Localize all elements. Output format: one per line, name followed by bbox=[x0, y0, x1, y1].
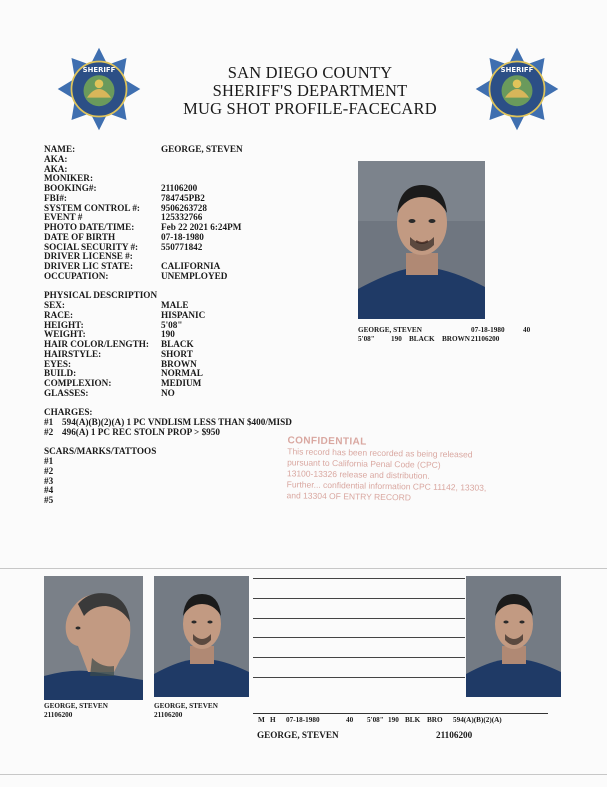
bottom-booking: 21106200 bbox=[436, 730, 473, 740]
field-label: DRIVER LICENSE #: bbox=[44, 251, 133, 262]
field-value: 07-18-1980 bbox=[161, 231, 204, 242]
field-value: MEDIUM bbox=[161, 378, 202, 388]
strip-dob: 07-18-1980 bbox=[286, 716, 320, 724]
blank-lines bbox=[253, 578, 465, 697]
field-value: 21106200 bbox=[161, 183, 198, 193]
thumb-caption-booking: 21106200 bbox=[44, 710, 73, 719]
field-value: 784745PB2 bbox=[161, 192, 205, 203]
scar-row bbox=[44, 457, 292, 467]
field-value: 550771842 bbox=[161, 241, 203, 252]
front-photo-caption bbox=[154, 702, 218, 719]
confidential-line: and 13304 OF ENTRY RECORD bbox=[286, 490, 412, 503]
field-label: DATE OF BIRTH bbox=[44, 231, 116, 242]
charge-description: 496(A) 1 PC REC STOLN PROP > $950 bbox=[62, 426, 220, 437]
field-value: BROWN bbox=[161, 358, 197, 369]
ruled-line bbox=[253, 637, 465, 657]
info-strip bbox=[253, 713, 548, 724]
field-row bbox=[44, 155, 292, 165]
confidential-stamp bbox=[286, 435, 487, 504]
section-divider bbox=[0, 774, 607, 775]
strip-race: H bbox=[270, 716, 276, 724]
field-label: WEIGHT: bbox=[44, 329, 86, 340]
field-value: NORMAL bbox=[161, 368, 203, 379]
main-photo-caption bbox=[358, 326, 548, 343]
field-label: FBI#: bbox=[44, 192, 67, 203]
strip-weight: 190 bbox=[388, 716, 399, 724]
ruled-line bbox=[253, 578, 465, 598]
physical-description-title: PHYSICAL DESCRIPTION bbox=[44, 290, 158, 301]
strip-sex: M bbox=[258, 716, 265, 724]
field-row bbox=[44, 389, 292, 399]
header-title: MUG SHOT PROFILE-FACECARD bbox=[183, 99, 437, 118]
strip-height: 5'08" bbox=[367, 716, 384, 724]
field-label: PHOTO DATE/TIME: bbox=[44, 222, 135, 232]
field-value: CALIFORNIA bbox=[161, 261, 221, 271]
profile-mugshot-photo bbox=[44, 576, 143, 700]
field-value: HISPANIC bbox=[161, 309, 206, 320]
scar-row bbox=[44, 486, 292, 496]
section-divider bbox=[0, 568, 607, 569]
scar-number: #1 bbox=[44, 456, 54, 466]
field-value: 190 bbox=[161, 329, 175, 340]
thumb-caption-booking: 21106200 bbox=[154, 710, 183, 719]
strip-hair: BLK bbox=[405, 716, 421, 724]
field-value: UNEMPLOYED bbox=[161, 270, 228, 281]
field-value: Feb 22 2021 6:24PM bbox=[161, 222, 242, 232]
ruled-line bbox=[253, 598, 465, 618]
caption-dob: 07-18-1980 bbox=[471, 326, 505, 334]
field-label: AKA: bbox=[44, 153, 68, 164]
field-value: MALE bbox=[161, 300, 189, 310]
caption-weight: 190 bbox=[391, 334, 402, 343]
field-value: 5'08" bbox=[161, 319, 183, 330]
field-label: HAIRSTYLE: bbox=[44, 348, 102, 359]
field-label: OCCUPATION: bbox=[44, 270, 109, 281]
sheriff-badge-right-icon bbox=[474, 46, 560, 132]
strip-eyes: BRO bbox=[427, 716, 443, 724]
caption-age: 40 bbox=[523, 326, 531, 334]
scar-number: #4 bbox=[44, 485, 54, 496]
identity-fields bbox=[44, 145, 292, 506]
field-label: BUILD: bbox=[44, 368, 77, 379]
scar-number: #3 bbox=[44, 475, 54, 486]
sheriff-badge-left-icon bbox=[56, 46, 142, 132]
confidential-line: This record has been recorded as being released bbox=[287, 446, 473, 460]
header-county: SAN DIEGO COUNTY bbox=[227, 63, 393, 82]
confidential-line: pursuant to California Penal Code (CPC) bbox=[287, 457, 441, 470]
header-department: SHERIFF'S DEPARTMENT bbox=[212, 81, 408, 100]
field-value: 9506263728 bbox=[161, 202, 207, 213]
field-label: NAME: bbox=[44, 144, 76, 154]
scar-row bbox=[44, 467, 292, 477]
scar-number: #5 bbox=[44, 495, 54, 505]
caption-eyes: BROWN bbox=[442, 334, 470, 343]
ruled-line bbox=[253, 657, 465, 677]
field-label: EVENT # bbox=[44, 212, 83, 223]
caption-height: 5'08" bbox=[358, 334, 375, 343]
confidential-line: Further... confidential information CPC 11142, 13303, bbox=[286, 479, 487, 493]
scar-row bbox=[44, 477, 292, 487]
field-label: HEIGHT: bbox=[44, 319, 84, 330]
field-label: AKA: bbox=[44, 163, 68, 174]
field-value: SHORT bbox=[161, 348, 193, 359]
confidential-line: 13100-13326 release and distribution. bbox=[286, 468, 430, 481]
charge-description: 594(A)(B)(2)(A) 1 PC VNDLISM LESS THAN $400/MISD bbox=[62, 417, 292, 427]
field-label: COMPLEXION: bbox=[44, 378, 112, 388]
field-value: 125332766 bbox=[161, 212, 203, 223]
scars-title: SCARS/MARKS/TATTOOS bbox=[44, 446, 157, 457]
charges-title: CHARGES: bbox=[44, 407, 93, 418]
field-value: NO bbox=[161, 387, 175, 398]
field-row bbox=[44, 272, 292, 282]
svg-text:SHERIFF: SHERIFF bbox=[82, 65, 116, 74]
charge-number: #1 bbox=[44, 417, 54, 427]
caption-hair: BLACK bbox=[409, 334, 435, 343]
bottom-name: GEORGE, STEVEN bbox=[257, 730, 339, 740]
field-label: SEX: bbox=[44, 300, 65, 310]
field-label: RACE: bbox=[44, 309, 74, 320]
field-label: GLASSES: bbox=[44, 387, 89, 398]
profile-photo-caption bbox=[44, 702, 108, 719]
ruled-line bbox=[253, 618, 465, 638]
field-label: HAIR COLOR/LENGTH: bbox=[44, 339, 149, 349]
svg-text:SHERIFF: SHERIFF bbox=[500, 65, 534, 74]
strip-charge: 594(A)(B)(2)(A) bbox=[453, 716, 502, 724]
caption-name: GEORGE, STEVEN bbox=[358, 326, 422, 334]
field-label: MONIKER: bbox=[44, 173, 93, 184]
confidential-title: CONFIDENTIAL bbox=[287, 435, 367, 448]
thumb-caption-name: GEORGE, STEVEN bbox=[154, 702, 218, 710]
scar-number: #2 bbox=[44, 465, 54, 476]
charge-row bbox=[44, 428, 292, 438]
field-label: SOCIAL SECURITY #: bbox=[44, 241, 139, 252]
field-label: EYES: bbox=[44, 358, 72, 369]
main-mugshot-photo bbox=[358, 161, 485, 319]
front-mugshot-thumbnail bbox=[154, 576, 249, 697]
field-value: GEORGE, STEVEN bbox=[161, 144, 243, 154]
charge-number: #2 bbox=[44, 426, 54, 437]
strip-age: 40 bbox=[346, 716, 354, 724]
field-value: BLACK bbox=[161, 339, 194, 349]
field-label: DRIVER LIC STATE: bbox=[44, 261, 133, 271]
thumb-caption-name: GEORGE, STEVEN bbox=[44, 702, 108, 710]
field-row bbox=[44, 145, 292, 155]
right-mugshot-thumbnail bbox=[466, 576, 561, 697]
scar-row bbox=[44, 496, 292, 506]
caption-booking: 21106200 bbox=[471, 334, 500, 343]
ruled-line bbox=[253, 677, 465, 697]
field-label: SYSTEM CONTROL #: bbox=[44, 202, 140, 213]
field-label: BOOKING#: bbox=[44, 183, 97, 193]
document-header bbox=[160, 64, 460, 118]
